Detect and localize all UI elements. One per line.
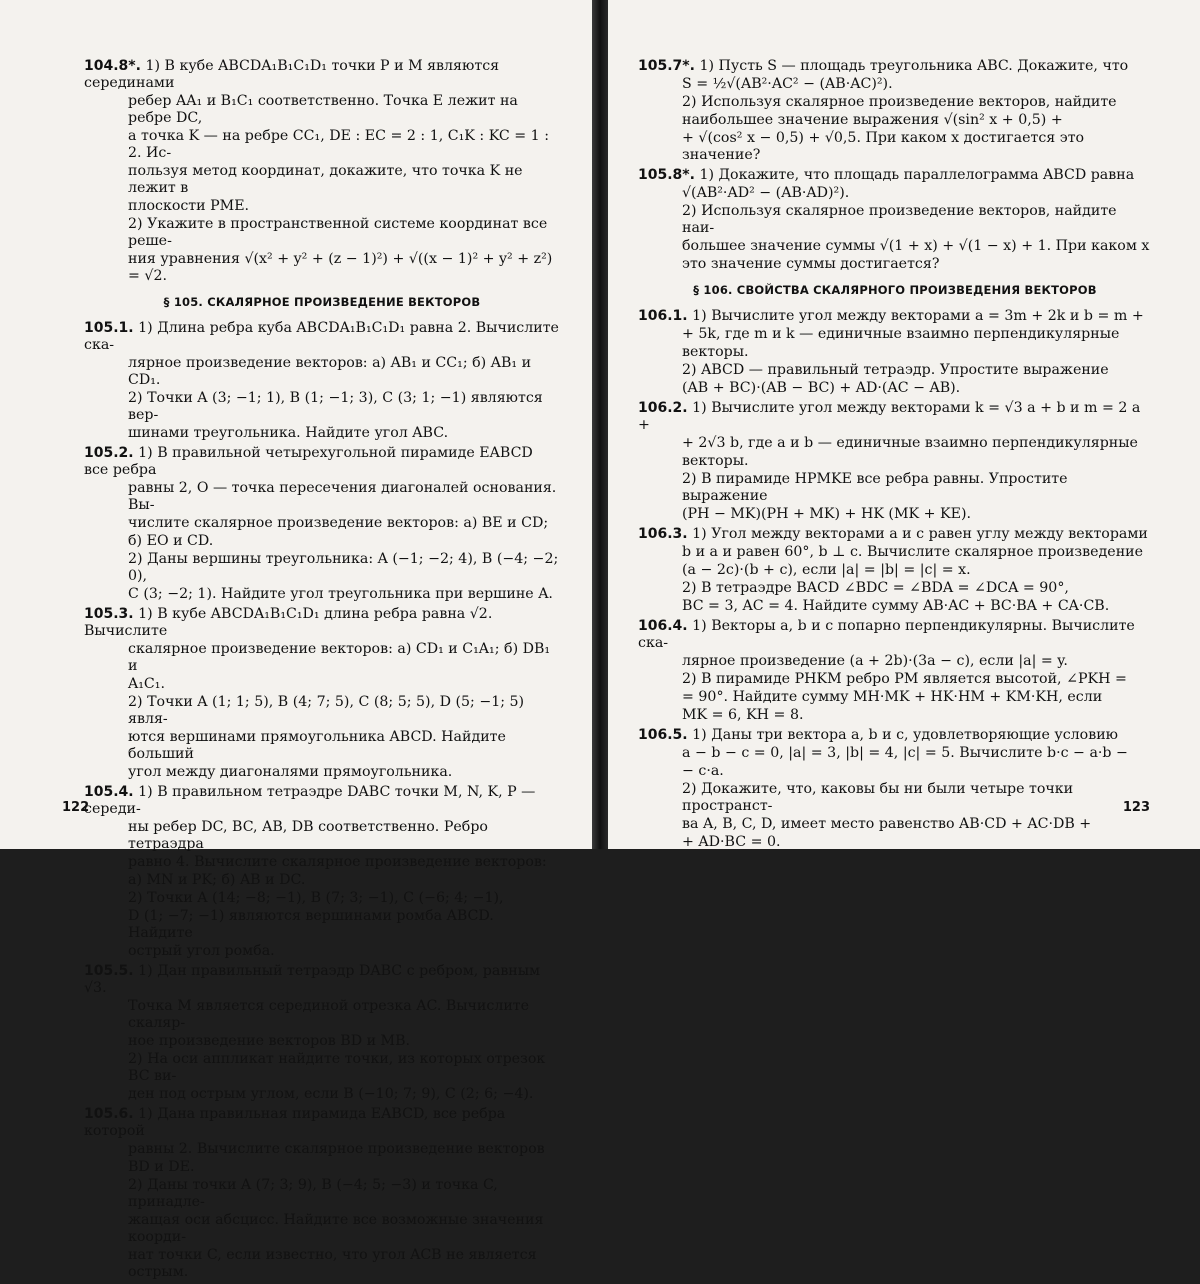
problem-line (638, 471, 1152, 505)
problem-text: 1) Докажите, что площадь параллелограмма ABCD равна (699, 167, 1135, 183)
problem-number: 106.1. (638, 308, 688, 324)
problem-line (638, 167, 1152, 184)
problem-text: ются вершинами прямоугольника ABCD. Найдите больший (128, 729, 506, 762)
problem-text: 1) В кубе ABCDA₁B₁C₁D₁ точки P и M являются серединами (84, 58, 500, 91)
problem-line (638, 834, 1152, 851)
problem-text: большее значение суммы √(1 + x) + √(1 − x) + 1. При каком x (682, 238, 1150, 254)
problem-text: а) MN и PK; б) AB и DC. (128, 872, 306, 888)
problem (84, 58, 560, 285)
problem-number: 106.5. (638, 727, 688, 743)
problem-line (638, 544, 1152, 561)
problem (84, 1106, 560, 1281)
problem-text: + 2√3 b, где a и b — единичные взаимно перпендикулярные (682, 435, 1138, 451)
problem-line (638, 308, 1152, 325)
problem-text: ден под острым углом, если B (−10; 7; 9), C (2; 6; −4). (128, 1086, 534, 1102)
right-page (608, 0, 1168, 849)
problem-number: 106.2. (638, 400, 688, 416)
problem-text: C (3; −2; 1). Найдите угол треугольника при вершине A. (128, 586, 553, 602)
problem-text: 2) Даны точки A (7; 3; 9), B (−4; 5; −3) и точка C, принадле- (128, 1177, 498, 1210)
problem-line (84, 908, 560, 942)
problem-text: равно 4. Вычислите скалярное произведение векторов: (128, 854, 547, 870)
problem-line (84, 729, 560, 763)
problem-text: лярное произведение векторов: а) AB₁ и CC₁; б) AB₁ и CD₁. (128, 355, 532, 388)
problem-text: 1) Длина ребра куба ABCDA₁B₁C₁D₁ равна 2. Вычислите ска- (84, 320, 559, 353)
problem-text: жащая оси абсцисс. Найдите все возможные значения коорди- (128, 1212, 544, 1245)
problem-line (638, 727, 1152, 744)
problem-text: 1) Вычислите угол между векторами k = √3 a + b и m = 2 a + (638, 400, 1141, 433)
problem-text: б) EO и CD. (128, 533, 214, 549)
problem-text: шинами треугольника. Найдите угол ABC. (128, 425, 449, 441)
problem-text: + √(cos² x − 0,5) + √0,5. При каком x достигается это значение? (682, 130, 1085, 163)
problem (638, 727, 1152, 851)
problem-line (638, 562, 1152, 579)
problem-number: 106.3. (638, 526, 688, 542)
problem-number: 105.8*. (638, 167, 695, 183)
problem-line (84, 764, 560, 781)
problem-text: скалярное произведение векторов: а) CD₁ и C₁A₁; б) DB₁ и (128, 641, 551, 674)
left-page-number: 122 (62, 800, 90, 815)
problem (84, 963, 560, 1103)
section-heading: § 106. СВОЙСТВА СКАЛЯРНОГО ПРОИЗВЕДЕНИЯ ВЕКТОРОВ (693, 283, 1097, 297)
problem (638, 308, 1152, 397)
problem-text: √(AB²·AD² − (AB·AD)²). (682, 185, 850, 201)
problem-text: − c·a. (682, 763, 724, 779)
right-page-number: 123 (1122, 800, 1150, 815)
problem-text: 2) Точки A (14; −8; −1), B (7; 3; −1), C (−6; 4; −1), (128, 890, 504, 906)
problem-text: 1) Вычислите угол между векторами a = 3m + 2k и b = m + (692, 308, 1144, 324)
problem-text: числите скалярное произведение векторов: а) BE и CD; (128, 515, 549, 531)
problem-text: равны 2. Вычислите скалярное произведение векторов (128, 1141, 545, 1157)
problem-line (84, 943, 560, 960)
problem-text: 1) Даны три вектора a, b и c, удовлетворяющие условию (692, 727, 1119, 743)
problem-line (638, 380, 1152, 397)
problem-text: лярное произведение (a + 2b)·(3a − c), если |a| = y. (682, 653, 1068, 669)
problem-line (638, 435, 1152, 452)
right-page-text (638, 58, 1152, 854)
problem-text: ное произведение векторов BD и MB. (128, 1033, 411, 1049)
problem (84, 784, 560, 960)
problem (638, 618, 1152, 724)
problem-line (84, 480, 560, 514)
problem-line (84, 1086, 560, 1103)
problem-text: 2) В пирамиде PHKM ребро PM является высотой, ∠PKH = (682, 671, 1127, 687)
problem-text: (PH − MK)(PH + MK) + HK (MK + KE). (682, 506, 972, 522)
problem-line (638, 526, 1152, 543)
problem-line (84, 93, 560, 127)
problem-number: 105.5. (84, 963, 134, 979)
problem-text: b и a и равен 60°, b ⊥ c. Вычислите скалярное произведение (682, 544, 1143, 560)
problem (84, 320, 560, 442)
problem-line (638, 580, 1152, 597)
problem-line (638, 689, 1152, 706)
problem-line (638, 256, 1152, 273)
problem-text: 1) Угол между векторами a и c равен углу между векторами (692, 526, 1148, 542)
problem-text: 2) Используя скалярное произведение векторов, найдите (682, 94, 1117, 110)
problem-text: 2) На оси аппликат найдите точки, из которых отрезок BC ви- (128, 1051, 546, 1084)
problem-line (638, 203, 1152, 237)
scan-right-margin (1168, 0, 1200, 849)
problem-line (84, 58, 560, 92)
problem-text: 2) Точки A (1; 1; 5), B (4; 7; 5), C (8; 5; 5), D (5; −1; 5) явля- (128, 694, 525, 727)
problem-text: S = ½√(AB²·AC² − (AB·AC)²). (682, 76, 893, 92)
problem-line (84, 445, 560, 479)
problem-text: ны ребер DC, BC, AB, DB соответственно. Ребро тетраэдра (128, 819, 488, 852)
problem-text: D (1; −7; −1) являются вершинами ромба ABCD. Найдите (128, 908, 494, 941)
problem-line (84, 515, 560, 532)
problem-text: ва A, B, C, D, имеет место равенство AB·CD + AC·DB + (682, 816, 1092, 832)
problem-text: 1) В правильном тетраэдре DABC точки M, N, K, P — середи- (84, 784, 536, 817)
problem-text: 1) Векторы a, b и c попарно перпендикулярны. Вычислите ска- (638, 618, 1135, 651)
problem-text: векторы. (682, 453, 749, 469)
problem-line (638, 453, 1152, 470)
problem-text: 2) В пирамиде HPMKE все ребра равны. Упростите выражение (682, 471, 1068, 504)
problem-text: 2) Точки A (3; −1; 1), B (1; −1; 3), C (3; 1; −1) являются вер- (128, 390, 543, 423)
problem-number: 105.6. (84, 1106, 134, 1122)
problem-line (84, 216, 560, 250)
problem-text: Точка M является серединой отрезка AC. Вычислите скаляр- (128, 998, 530, 1031)
problem-line (638, 763, 1152, 780)
problem-number: 104.8*. (84, 58, 141, 74)
problem-line (84, 872, 560, 889)
problem-line (638, 76, 1152, 93)
problem-number: 105.1. (84, 320, 134, 336)
problem-text: 2) ABCD — правильный тетраэдр. Упростите выражение (682, 362, 1109, 378)
problem-line (638, 112, 1152, 129)
problem-text: BC = 3, AC = 4. Найдите сумму AB·AC + BC·BA + CA·CB. (682, 598, 1110, 614)
problem-line (84, 854, 560, 871)
problem-text: + AD·BC = 0. (682, 834, 781, 850)
problem-text: а точка K — на ребре CC₁, DE : EC = 2 : 1, C₁K : KC = 1 : 2. Ис- (128, 128, 549, 161)
problem-line (638, 816, 1152, 833)
problem-line (84, 1051, 560, 1085)
problem-line (638, 671, 1152, 688)
problem-text: 1) Пусть S — площадь треугольника ABC. Докажите, что (699, 58, 1129, 74)
problem-number: 105.2. (84, 445, 134, 461)
problem-line (638, 238, 1152, 255)
problem-text: (AB + BC)·(AB − BC) + AD·(AC − AB). (682, 380, 961, 396)
problem-text: = 90°. Найдите сумму MH·MK + HK·HM + KM·KH, если (682, 689, 1103, 705)
problem-line (638, 653, 1152, 670)
problem-number: 105.3. (84, 606, 134, 622)
problem-line (84, 128, 560, 162)
problem-text: 2) Докажите, что, каковы бы ни были четыре точки пространст- (682, 781, 1074, 814)
problem-line (84, 425, 560, 442)
problem-line (84, 1106, 560, 1140)
problem-text: 2) В тетраэдре BACD ∠BDC = ∠BDA = ∠DCA = 90°, (682, 580, 1069, 596)
problem-text: равны 2, O — точка пересечения диагоналей основания. Вы- (128, 480, 557, 513)
problem-line (638, 130, 1152, 164)
problem-text: (a − 2c)·(b + c), если |a| = |b| = |c| = x. (682, 562, 971, 578)
problem-line (84, 586, 560, 603)
problem-text: 1) В кубе ABCDA₁B₁C₁D₁ длина ребра равна √2. Вычислите (84, 606, 493, 639)
problem-text: векторы. (682, 344, 749, 360)
problem-line (84, 1141, 560, 1158)
problem-line (638, 94, 1152, 111)
problem-line (84, 251, 560, 285)
problem-line (638, 362, 1152, 379)
problem-line (84, 1033, 560, 1050)
problem-line (638, 598, 1152, 615)
problem-line (84, 163, 560, 197)
problem-text: ния уравнения √(x² + y² + (z − 1)²) + √((x − 1)² + y² + z²) = √2. (128, 251, 553, 284)
problem-line (84, 320, 560, 354)
problem-line (84, 1247, 560, 1281)
problem-line (84, 1212, 560, 1246)
problem-line (84, 963, 560, 997)
problem-line (84, 784, 560, 818)
problem-line (638, 707, 1152, 724)
problem-text: 1) В правильной четырехугольной пирамиде EABCD все ребра (84, 445, 533, 478)
problem-line (84, 606, 560, 640)
problem (638, 526, 1152, 615)
problem-number: 105.7*. (638, 58, 695, 74)
problem-text: 2) Укажите в пространственной системе координат все реше- (128, 216, 548, 249)
problem-line (84, 198, 560, 215)
problem (638, 167, 1152, 273)
problem-line (638, 185, 1152, 202)
problem-line (84, 1177, 560, 1211)
left-page (0, 0, 592, 1280)
book-gutter (592, 0, 608, 849)
problem-line (638, 344, 1152, 361)
left-page-text (84, 58, 560, 1284)
problem-text: 1) Дан правильный тетраэдр DABC с ребром, равным √3. (84, 963, 541, 996)
problem-line (638, 326, 1152, 343)
problem-line (84, 1159, 560, 1176)
problem-line (638, 58, 1152, 75)
problem (638, 400, 1152, 523)
problem-line (84, 641, 560, 675)
problem-line (638, 745, 1152, 762)
problem-number: 105.4. (84, 784, 134, 800)
problem-number: 106.4. (638, 618, 688, 634)
problem-line (638, 400, 1152, 434)
problem-line (84, 533, 560, 550)
problem-text: ребер AA₁ и B₁C₁ соответственно. Точка E лежит на ребре DC, (128, 93, 518, 126)
problem-text: наибольшее значение выражения √(sin² x + 0,5) + (682, 112, 1063, 128)
problem (638, 58, 1152, 164)
problem-text: a − b − c = 0, |a| = 3, |b| = 4, |c| = 5. Вычислите b·c − a·b − (682, 745, 1128, 761)
problem-line (84, 819, 560, 853)
problem-line (638, 781, 1152, 815)
problem-text: 2) Используя скалярное произведение векторов, найдите наи- (682, 203, 1117, 236)
problem-text: 1) Дана правильная пирамида EABCD, все ребра которой (84, 1106, 506, 1139)
problem-text: пользуя метод координат, докажите, что точка K не лежит в (128, 163, 523, 196)
problem-line (84, 676, 560, 693)
problem-line (84, 390, 560, 424)
problem-line (84, 355, 560, 389)
problem-line (84, 998, 560, 1032)
problem-text: плоскости PME. (128, 198, 250, 214)
problem-text: MK = 6, KH = 8. (682, 707, 804, 723)
problem-line (638, 506, 1152, 523)
problem-text: нат точки C, если известно, что угол ACB не является острым. (128, 1247, 537, 1280)
problem (84, 445, 560, 603)
problem-text: + 5k, где m и k — единичные взаимно перпендикулярные (682, 326, 1120, 342)
problem-text: BD и DE. (128, 1159, 195, 1175)
problem-text: это значение суммы достигается? (682, 256, 940, 272)
problem-line (638, 618, 1152, 652)
problem (84, 606, 560, 781)
problem-line (84, 694, 560, 728)
section-heading: § 105. СКАЛЯРНОЕ ПРОИЗВЕДЕНИЕ ВЕКТОРОВ (163, 295, 481, 309)
problem-text: 2) Даны вершины треугольника: A (−1; −2; 4), B (−4; −2; 0), (128, 551, 559, 584)
problem-text: угол между диагоналями прямоугольника. (128, 764, 453, 780)
problem-text: острый угол ромба. (128, 943, 275, 959)
problem-line (84, 551, 560, 585)
problem-text: A₁C₁. (128, 676, 165, 692)
problem-line (84, 890, 560, 907)
